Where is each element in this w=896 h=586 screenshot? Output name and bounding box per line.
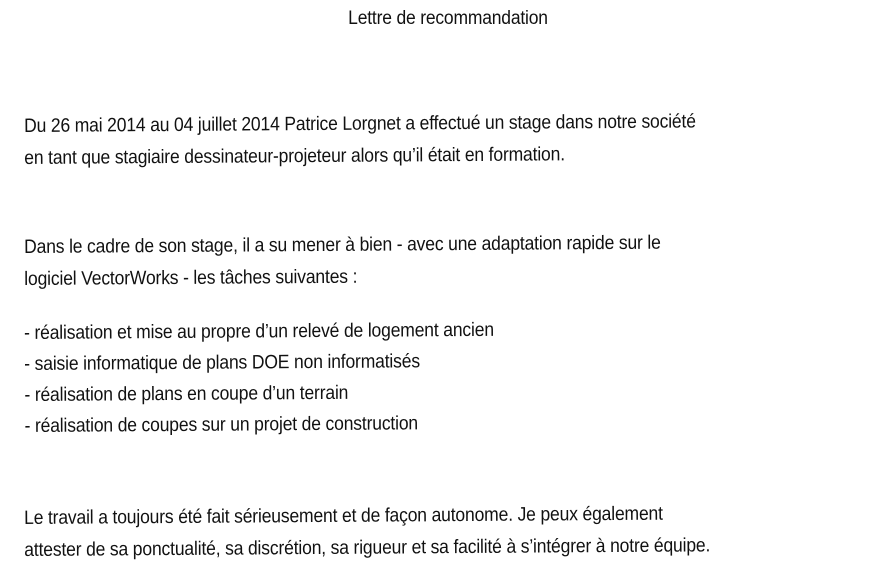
task-item: - réalisation de plans en coupe d’un terrain [24,381,349,406]
task-item: - saisie informatique de plans DOE non informatisés [24,350,420,375]
task-item: - réalisation et mise au propre d’un relevé de logement ancien [24,318,494,344]
paragraph-line: Le travail a toujours été fait sérieusement et de façon autonome. Je peux également [24,502,663,529]
paragraph-line: attester de sa ponctualité, sa discrétion, sa rigueur et sa facilité à s’intégrer à notre équipe. [24,534,711,561]
paragraph-line: Dans le cadre de son stage, il a su mener à bien - avec une adaptation rapide sur le [24,231,661,258]
paragraph-internship-period [24,105,798,174]
paragraph-tasks-intro [24,226,798,295]
task-list [24,313,799,442]
letter-title: Lettre de recommandation [348,8,548,29]
task-item: - réalisation de coupes sur un projet de construction [24,412,419,437]
paragraph-line: Du 26 mai 2014 au 04 juillet 2014 Patrice Lorgnet a effectué un stage dans notre société [24,110,696,137]
paragraph-assessment [24,497,798,566]
paragraph-line: logiciel VectorWorks - les tâches suivantes : [24,265,358,290]
paragraph-line: en tant que stagiaire dessinateur-projeteur alors qu’il était en formation. [24,143,565,169]
